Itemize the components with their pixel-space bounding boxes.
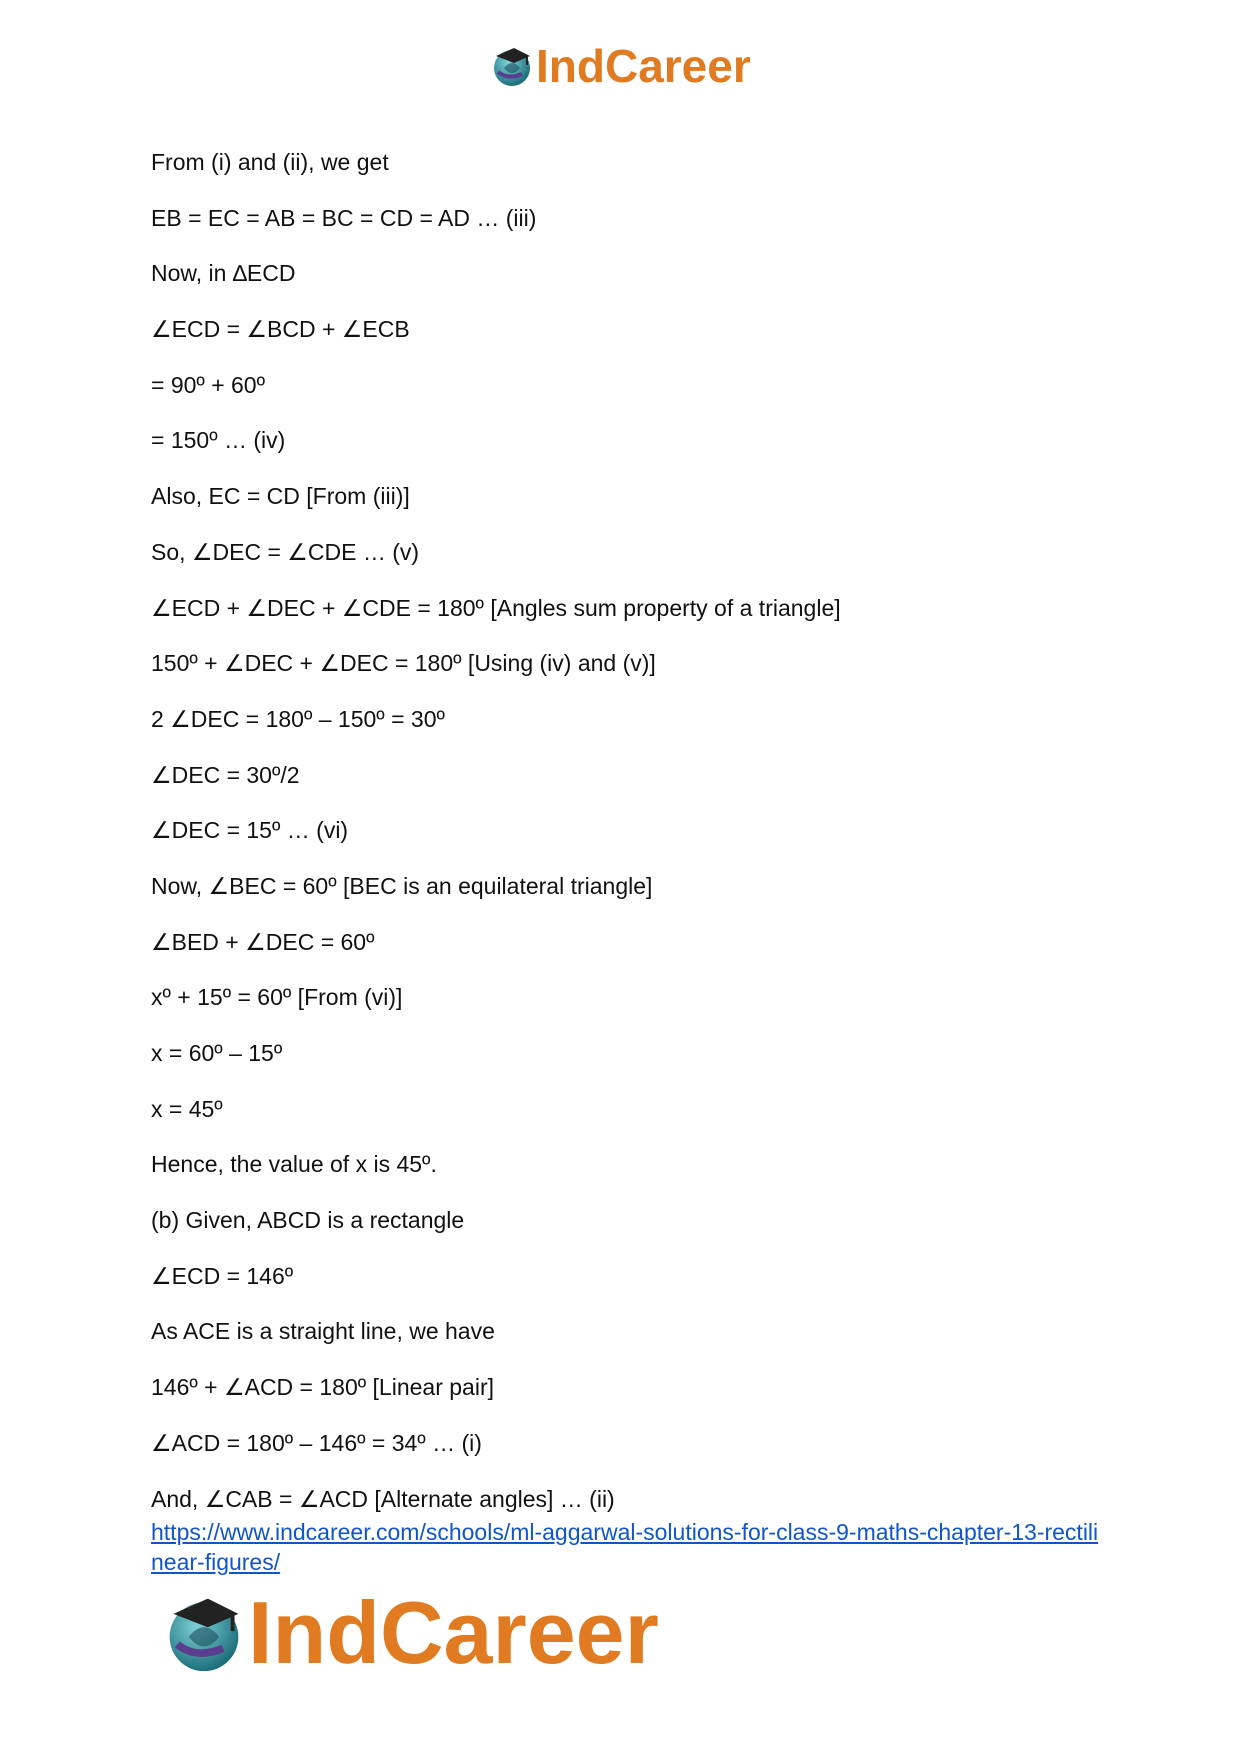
header-logo [490, 40, 751, 92]
solution-line: ∠ECD = 146º [151, 1262, 294, 1289]
solution-line: = 150º … (iv) [151, 427, 286, 454]
solution-line: ∠ECD + ∠DEC + ∠CDE = 180º [Angles sum property of a triangle] [151, 594, 841, 621]
solution-line: Now, ∠BEC = 60º [BEC is an equilateral triangle] [151, 872, 653, 899]
solution-line: Also, EC = CD [From (iii)] [151, 483, 410, 510]
solution-line: EB = EC = AB = BC = CD = AD … (iii) [151, 204, 537, 231]
solution-line: And, ∠CAB = ∠ACD [Alternate angles] … (ii) [151, 1485, 615, 1512]
solution-line: 146º + ∠ACD = 180º [Linear pair] [151, 1374, 495, 1401]
solution-line: xº + 15º = 60º [From (vi)] [151, 984, 403, 1011]
solution-line: ∠DEC = 15º … (vi) [151, 817, 349, 844]
solution-line: From (i) and (ii), we get [151, 149, 389, 175]
logo-text: IndCareer [536, 40, 751, 92]
solution-line: (b) Given, ABCD is a rectangle [151, 1207, 465, 1234]
solution-line: ∠BED + ∠DEC = 60º [151, 928, 375, 955]
solution-line: 2 ∠DEC = 180º – 150º = 30º [151, 705, 445, 732]
footer-logo [162, 1583, 659, 1682]
solution-line: Now, in ∆ECD [151, 260, 296, 287]
solution-line: As ACE is a straight line, we have [151, 1318, 495, 1345]
solution-text [151, 148, 1101, 1540]
solution-line: ∠DEC = 30º/2 [151, 761, 300, 788]
solution-line: x = 45º [151, 1095, 223, 1122]
graduation-globe-icon [162, 1591, 246, 1675]
solution-line: 150º + ∠DEC + ∠DEC = 180º [Using (iv) and (v)] [151, 650, 656, 677]
footer-source-link[interactable]: https://www.indcareer.com/schools/ml-aggarwal-solutions-for-class-9-maths-chapter-13-rectilinear-figures/ [151, 1519, 1099, 1575]
solution-line: Hence, the value of x is 45º. [151, 1151, 437, 1178]
logo-text: IndCareer [248, 1583, 659, 1682]
solution-line: x = 60º – 15º [151, 1040, 283, 1066]
solution-line: = 90º + 60º [151, 371, 266, 398]
solution-line: So, ∠DEC = ∠CDE … (v) [151, 538, 420, 565]
graduation-globe-icon [490, 44, 534, 88]
solution-line: ∠ACD = 180º – 146º = 34º … (i) [151, 1429, 482, 1456]
solution-line: ∠ECD = ∠BCD + ∠ECB [151, 316, 410, 343]
